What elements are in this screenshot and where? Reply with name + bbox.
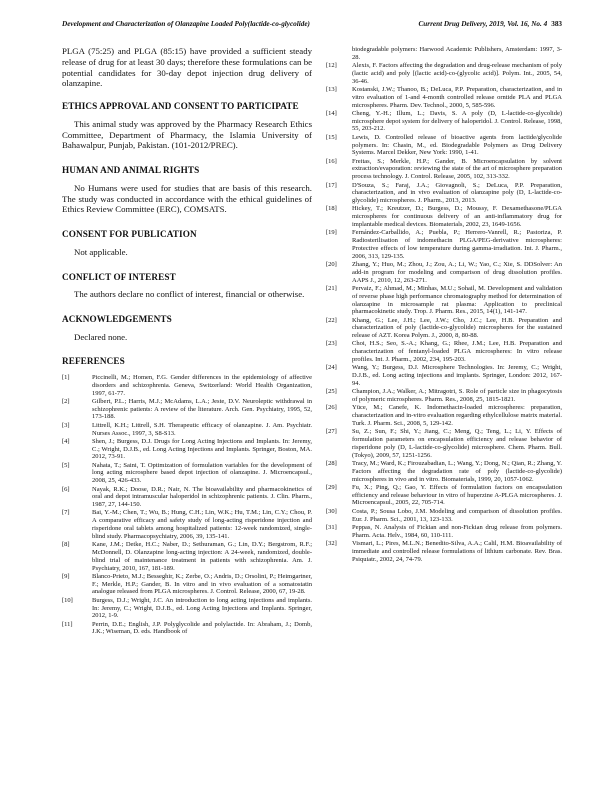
reference-text: Nahata, T.; Saini, T. Optimization of formulation variables for the development of long acting microsphere based depot injection of olanzapine. J. Microencapsul., 2008, 25, 426-433.: [92, 461, 312, 485]
reference-number: [17]: [326, 181, 337, 189]
reference-item: [62, 541, 312, 572]
section-heading: CONSENT FOR PUBLICATION: [62, 229, 197, 240]
reference-number: [19]: [326, 229, 337, 237]
reference-item: [326, 62, 562, 85]
reference-number: [20]: [326, 261, 337, 269]
reference-item: [326, 524, 562, 540]
reference-number: [15]: [326, 133, 337, 141]
reference-text: Kane, J.M.; Detke, H.C.; Naber, D.; Sethuraman, G.; Lin, D.Y.; Bergstrom, R.F.; McDonnell, D. Olanzapine long-acting injection: A 24-week, randomized, double-blind trial of maintenance treatment in patients with schizophrenia. Am. J. Psychiatry, 2010, 167, 181-189.: [92, 541, 312, 572]
section-heading: CONFLICT OF INTEREST: [62, 271, 176, 282]
reference-text: Shen, J.; Burgess, D.J. Drugs for Long Acting Injections and Implants. In: Jeremy, C.; Wright, D.J.B., ed. Long Acting Injections and Implants. Springer, Boston, MA. 2012, 73-91.: [92, 437, 312, 461]
reference-text: Burgess, D.J.; Wright, J.C. An introduction to long acting injections and implants. In: Jeremy, C.; Wright, D.J.B., ed. Long Acting Injections and Implants. Springer, 2012, 1-9.: [92, 596, 312, 620]
reference-text: Littrell, K.H.; Littrell, S.H. Therapeutic efficacy of olanzapine. J. Am. Psychiatr. Nurses Assoc., 1997, 3, S8-S13.: [92, 421, 312, 437]
reference-item: [326, 182, 562, 205]
reference-item: [326, 46, 562, 62]
reference-number: [9]: [62, 572, 70, 580]
reference-text: Nayak, R.K.; Doose, D.R.; Nair, N. The bioavailability and pharmacokinetics of oral and depot intramuscular haloperidol in schizophrenic patients. J. Clin. Pharm., 1987, 27, 144-150.: [92, 485, 312, 509]
reference-number: [29]: [326, 483, 337, 491]
reference-text: Bai, Y.-M.; Chen, T.; Wu, B.; Hung, C.H.; Lin, W.K.; Hu, T.M.; Lin, C.Y.; Chou, P. A comparative efficacy and safety study of long-acting risperidone injection and risperidone oral tablets among hospitalized patients: 12-week randomized, single-blind study. Pharmacopsychiatry, 2006, 39, 135-141.: [92, 509, 312, 540]
reference-item: [326, 364, 562, 387]
reference-number: [1]: [62, 373, 70, 381]
reference-text: Alexis, F. Factors affecting the degradation and drug-release mechanism of poly (lactic acid) and poly [(lactic acid)-co-(glycolic acid)]. Polym. Int., 2005, 54, 36-46.: [352, 62, 562, 85]
reference-item: [326, 484, 562, 507]
reference-text: Khang, G.; Lee, J.H.; Lee, J.W.; Cho, J.C.; Lee, H.B. Preparation and characterization of poly (lactide-co-glycolide) microspheres for the sustained release of AZT. Korea Polym. J., 2000, 8, 80-88.: [352, 316, 562, 340]
reference-text: Wang, Y.; Burgess, D.J. Microsphere Technologies. In: Jeremy, C.; Wright, D.J.B., ed. Long acting injections and implants. Springer, London: 2012, 167-94.: [352, 364, 562, 387]
journal-citation: [419, 20, 563, 28]
reference-number: [4]: [62, 437, 70, 445]
reference-text: Champion, J.A.; Walker, A.; Mitragotri, S. Role of particle size in phagocytosis of polymeric microspheres. Pharm. Res., 2008, 25, 1815-1821.: [352, 388, 562, 404]
section-text: Not applicable.: [74, 246, 128, 257]
page-number: 383: [551, 20, 562, 28]
reference-item: [62, 398, 312, 421]
reference-text: Lewis, D. Controlled release of bioactive agents from lactide/glycolide polymers. In: Chasin, M., ed. Biodegradable Polymers as Drug Delivery Systems. Marcel Dekker, New York: 1990, 1-41.: [352, 133, 562, 157]
running-title: Development and Characterization of Olanzapine Loaded Poly(lactide-co-glycolide): [62, 20, 310, 28]
reference-item: [326, 158, 562, 181]
reference-number: [12]: [326, 62, 337, 70]
reference-number: [14]: [326, 109, 337, 117]
reference-number: [31]: [326, 523, 337, 531]
reference-number: [6]: [62, 485, 70, 493]
reference-item: [326, 404, 562, 427]
reference-text: biodegradable polymers: Harwood Academic Publishers, Amsterdam: 1997, 3-28.: [352, 46, 562, 61]
reference-item: [326, 428, 562, 459]
section-text: This animal study was approved by the Pharmacy Research Ethics Committee, Department of Pharmacy, the Islamia University of Bahawalpur, Punjab, Pakistan. (101-2012/PREC).: [62, 118, 312, 151]
reference-item: [62, 621, 312, 637]
reference-item: [326, 229, 562, 260]
reference-item: [326, 540, 562, 563]
reference-number: [13]: [326, 85, 337, 93]
reference-text: Peppas, N. Analysis of Fickian and non-Fickian drug release from polymers. Pharm. Acta. Helv., 1984, 60, 110-111.: [352, 523, 562, 539]
reference-number: [18]: [326, 205, 337, 213]
reference-number: [30]: [326, 507, 337, 515]
section-heading: HUMAN AND ANIMAL RIGHTS: [62, 165, 200, 176]
reference-item: [62, 462, 312, 485]
reference-item: [326, 205, 562, 228]
reference-number: [23]: [326, 340, 337, 348]
reference-item: [326, 285, 562, 316]
reference-number: [26]: [326, 404, 337, 412]
reference-text: Costa, P.; Sousa Lobo, J.M. Modeling and comparison of dissolution profiles. Eur. J. Pharm. Sci., 2001, 13, 123-133.: [352, 507, 562, 523]
reference-text: D'Souza, S.; Faraj, J.A.; Giovagnoli, S.; DeLuca, P.P. Preparation, characterization, and in vivo evaluation of olanzapine poly (D, L-lactide-co-glycolide) microspheres. J. Pharm., 2013, 2013.: [352, 181, 562, 205]
reference-item: [62, 597, 312, 620]
journal-name: Current Drug Delivery, 2019, Vol. 16, No. 4: [418, 20, 548, 28]
reference-number: [16]: [326, 157, 337, 165]
reference-number: [22]: [326, 316, 337, 324]
reference-item: [326, 388, 562, 404]
reference-text: Fernández-Carballido, A.; Puebla, P.; Herrero-Vanrell, R.; Pastoriza, P. Radiosterilisation of indomethacin PLGA/PEG-derivative microspheres: Protective effects of low temperature during gamma-irradiation. Int. J. Pharm., 2006, 313, 129-135.: [352, 229, 562, 260]
reference-text: Hickey, T.; Kreutzer, D.; Burgess, D.; Moussy, F. Dexamethasone/PLGA microspheres for continuous delivery of an anti-inflammatory drug for implantable medical devices. Biomaterials, 2002, 23, 1649-1656.: [352, 205, 562, 229]
reference-text: Gilbert, P.L.; Harris, M.J.; McAdams, L.A.; Jeste, D.V. Neuroleptic withdrawal in schizophrenic patients: A review of the literature. Arch. Gen. Psychiatry, 1995, 52, 173-188.: [92, 397, 312, 421]
reference-text: Kostanski, J.W.; Thanoo, B.; DeLuca, P.P. Preparation, characterization, and in vitro evaluation of 1-and 4-month controlled release orntide PLA and PLGA microspheres. Pharm. Dev. Technol., 2000, 5, 585-596.: [352, 85, 562, 109]
reference-item: [62, 438, 312, 461]
sections: [62, 101, 312, 342]
right-column: [326, 46, 562, 564]
reference-number: [10]: [62, 596, 73, 604]
reference-number: [7]: [62, 509, 70, 517]
reference-number: [11]: [62, 620, 73, 628]
reference-number: [3]: [62, 421, 70, 429]
reference-number: [21]: [326, 284, 337, 292]
reference-text: Cheng, Y.-H.; Illum, L.; Davis, S. A poly (D, L-lactide-co-glycolide) microsphere depot system for delivery of haloperidol. J. Control. Release, 1998, 55, 203-212.: [352, 109, 562, 133]
reference-item: [62, 374, 312, 397]
section-text: The authors declare no conflict of interest, financial or otherwise.: [74, 289, 305, 300]
reference-text: Su, Z.; Sun, F.; Shi, Y.; Jiang, C.; Meng, Q.; Teng, L.; Li, Y. Effects of formulation parameters on encapsulation efficiency and release behavior of risperidone poly (D, L-lactide-co-glycolide) microsphere. Chem. Pharm. Bull. (Tokyo), 2009, 57, 1251-1256.: [352, 428, 562, 459]
section-text: No Humans were used for studies that are basis of this research. The study was conducted in accordance with the ethical guidelines of Ethics Review Committee (ERC), COMSATS.: [62, 182, 312, 215]
reference-item: [326, 460, 562, 483]
section-heading: ACKNOWLEDGEMENTS: [62, 313, 172, 324]
section-text: Declared none.: [74, 331, 128, 342]
reference-number: [8]: [62, 541, 70, 549]
reference-item: [62, 509, 312, 540]
reference-text: Perrin, D.E.; English, J.P. Polyglycolide and polylactide. In: Abraham, J.; Domb, J.K.; Wiseman, D. eds. Handbook of: [92, 620, 312, 636]
references-heading: REFERENCES: [62, 356, 125, 367]
reference-number: [24]: [326, 364, 337, 372]
reference-list-left: [62, 374, 312, 636]
reference-item: [326, 317, 562, 340]
reference-text: Piccinelli, M.; Homen, F.G. Gender differences in the epidemiology of affective disorders and schizophrenia. Geneva, Switzerland: World Health Organization, 1997, 61-77.: [92, 373, 312, 397]
reference-number: [27]: [326, 428, 337, 436]
reference-number: [28]: [326, 459, 337, 467]
reference-text: Blanco-Prieto, M.J.; Besseghir, K.; Zerbe, O.; Andris, D.; Orsolini, P.; Heimgartner, F.; Merkle, H.P.; Gander, B. In vitro and in vivo evaluation of a somatostatin analogue released from PLGA microspheres. J. Control. Release, 2000, 67, 19-28.: [92, 572, 312, 596]
running-header: [62, 20, 562, 36]
left-column: [62, 46, 312, 637]
reference-item: [326, 110, 562, 133]
reference-item: [62, 573, 312, 596]
reference-number: [25]: [326, 388, 337, 396]
reference-item: [62, 422, 312, 438]
reference-item: [326, 134, 562, 157]
reference-text: Tracy, M.; Ward, K.; Firouzabadian, L.; Wang, Y.; Dong, N.; Qian, R.; Zhang, Y. Factors affecting the degradation rate of poly (lactide-co-glycolide) microspheres in vivo and in vitro. Biomaterials, 1999, 20, 1057-1062.: [352, 459, 562, 483]
reference-number: [2]: [62, 397, 70, 405]
section-heading: ETHICS APPROVAL AND CONSENT TO PARTICIPATE: [62, 101, 299, 112]
reference-text: Choi, H.S.; Seo, S.-A.; Khang, G.; Rhee, J.M.; Lee, H.B. Preparation and characterization of fentanyl-loaded PLGA microspheres: In vitro release profiles. Int. J. Pharm., 2002, 234, 195-203.: [352, 340, 562, 364]
reference-number: [32]: [326, 539, 337, 547]
reference-text: Vismari, L.; Pires, M.L.N.; Benedito-Silva, A.A.; Calil, H.M. Bioavailability of immediate and controlled release formulations of lithium carbonate. Rev. Bras. Psiquiatr., 2002, 24, 74-79.: [352, 539, 562, 563]
reference-item: [326, 508, 562, 524]
intro-paragraph: PLGA (75:25) and PLGA (85:15) have provided a sufficient steady release of drug for at least 30 days; therefore these formulations can be potential candidates for 30-day depot injection drug delivery of olanzapine.: [62, 46, 312, 89]
reference-text: Pervaiz, F.; Ahmad, M.; Minhas, M.U.; Sohail, M. Development and validation of reverse phase high performance chromatography method for determination of olanzapine in microsample rat plasma: Application to preclinical pharmacokinetic study. Trop. J. Pharm. Res., 2015, 14(1), 141-147.: [352, 284, 562, 316]
reference-item: [62, 486, 312, 509]
reference-list-right: [326, 46, 562, 563]
reference-text: Fu, X.; Ping, Q.; Gao, Y. Effects of formulation factors on encapsulation efficiency and release behaviour in vitro of huperzine A-PLGA microspheres. J. Microencapsul., 2005, 22, 705-714.: [352, 483, 562, 507]
reference-item: [326, 340, 562, 363]
reference-text: Yüce, M.; Canefe, K. Indomethacin-loaded microspheres: preparation, characterization and in-vitro evaluation regarding ethylcellulose matrix material. Turk. J. Pharm. Sci., 2008, 5, 129-142.: [352, 404, 562, 427]
reference-text: Freitas, S.; Merkle, H.P.; Gander, B. Microencapsulation by solvent extraction/evaporation: reviewing the state of the art of microsphere preparation process technology. J. Control. Release, 2005, 102, 313-332.: [352, 157, 562, 181]
reference-item: [326, 86, 562, 109]
reference-text: Zhang, Y.; Huo, M.; Zhou, J.; Zou, A.; Li, W.; Yao, C.; Xie, S. DDSolver: An add-in program for modeling and comparison of drug dissolution profiles. AAPS J., 2010, 12, 263-271.: [352, 261, 562, 284]
reference-item: [326, 261, 562, 284]
reference-number: [5]: [62, 461, 70, 469]
